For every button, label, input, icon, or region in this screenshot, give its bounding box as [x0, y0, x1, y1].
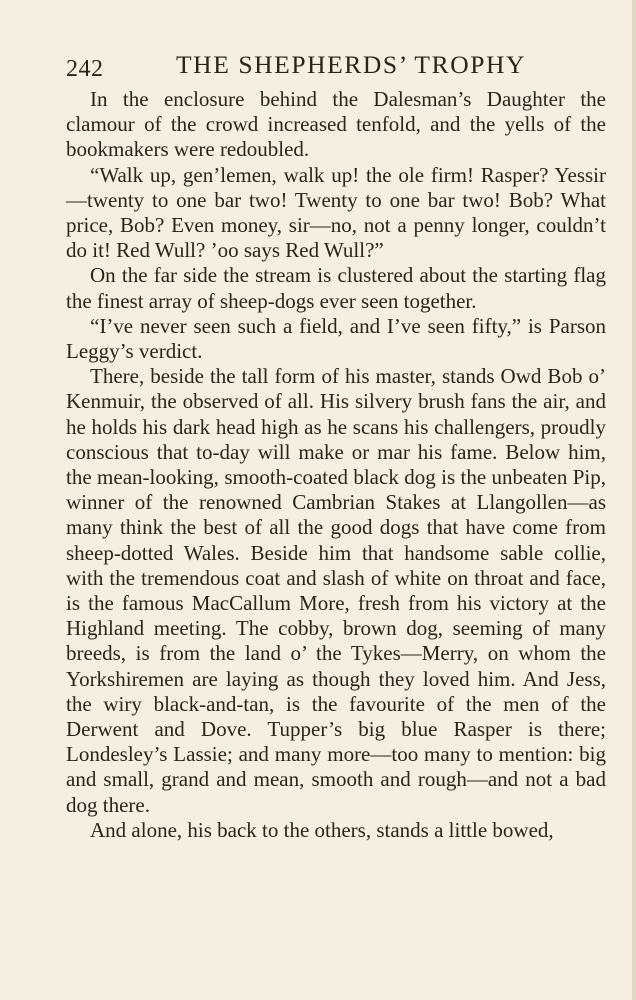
paragraph-the-dogs: There, beside the tall form of his master, stands Owd Bob o’ Kenmuir, the observed of all. His silvery brush fans the air, and he holds his dark head high as he scans his challengers, proudly conscious that to-day will make or mar his fame. Below him, the mean-looking, smooth-coated black dog is the unbeaten Pip, winner of the renowned Cambrian Stakes at Llangollen—as many think the best of all the good dogs that have come from sheep-dotted Wales. Beside him that handsome sable collie, with the tremendous coat and slash of white on throat and face, is the famous MacCallum More, fresh from his victory at the Highland meeting. The cobby, brown dog, seeming of many breeds, is from the land o’ the Tykes—Merry, on whom the Yorkshiremen are laying as though they loved him. And Jess, the wiry black-and-tan, is the favourite of the men of the Derwent and Dove. Tupper’s big blue Rasper is there; Londesley’s Lassie; and many more—too many to mention: big and small, grand and mean, smooth and rough—and not a bad dog there.: [66, 364, 606, 817]
body-text: [66, 87, 606, 843]
page-number: 242: [66, 56, 104, 82]
paragraph-starting-flag: On the far side the stream is clustered about the starting flag the finest array of sheep-dogs ever seen together.: [66, 263, 606, 313]
paragraph-alone: And alone, his back to the others, stands a little bowed,: [90, 817, 554, 842]
running-title: THE SHEPHERDS’ TROPHY: [176, 50, 527, 79]
paragraph-parson-verdict: “I’ve never seen such a field, and I’ve seen fifty,” is Parson Leggy’s verdict.: [66, 313, 606, 364]
running-head: [66, 50, 606, 84]
paragraph-enclosure: In the enclosure behind the Dalesman’s Daughter the clamour of the crowd increased tenfold, and the yells of the bookmakers were redoubled.: [66, 87, 606, 162]
paragraph-bookmakers-cry: “Walk up, gen’lemen, walk up! the ole firm! Rasper? Yessir—twenty to one bar two! Twenty to one bar two! Bob? What price, Bob? Even money, sir—no, not a penny longer, couldn’t do it! Red Wull? ’oo says Red Wull?”: [66, 162, 606, 263]
